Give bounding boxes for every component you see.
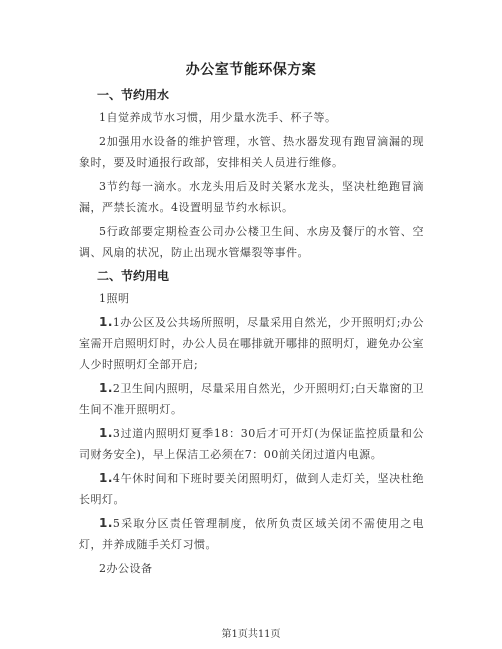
lighting-item-5: [79, 513, 424, 555]
page-footer: 第1页共11页: [221, 629, 281, 640]
item-number: 1.: [99, 381, 113, 395]
item-number: 1.: [99, 426, 113, 440]
water-paragraph-4: 5行政部要定期检查公司办公楼卫生间、水房及餐厅的水管、空调、风扇的状况，防止出现水管爆裂等事件。: [79, 225, 424, 259]
item-text: 4午休时间和下班时要关闭照明灯，做到人走灯关，坚决杜绝长明灯。: [79, 472, 424, 506]
section-heading-water: 一、节约用水: [97, 88, 170, 102]
water-paragraph-1: 1自觉养成节水习惯，用少量水洗手、杯子等。: [99, 111, 337, 124]
water-paragraph-2: 2加强用水设备的维护管理，水管、热水器发现有跑冒滴漏的现象时，要及时通报行政部，安排相关人员进行维修。: [79, 135, 424, 169]
item-number: 1.: [99, 315, 113, 329]
document-body: [79, 85, 424, 582]
lighting-item-4: [79, 468, 424, 510]
lighting-item-3: [79, 423, 424, 465]
item-number: 1.: [99, 471, 113, 485]
water-paragraph-3: 3节约每一滴水。水龙头用后及时关紧水龙头，坚决杜绝跑冒滴漏，严禁长流水。4设置明显节约水标识。: [79, 180, 424, 214]
document-title: 办公室节能环保方案: [185, 62, 317, 78]
item-text: 3过道内照明灯夏季18：30后才可开灯(为保证监控质量和公司财务安全)，早上保洁工必须在7：00前关闭过道内电源。: [79, 427, 424, 461]
item-text: 1办公区及公共场所照明，尽量采用自然光，少开照明灯;办公室需开启照明灯时，办公人员在哪排就开哪排的照明灯，避免办公室人少时照明灯全部开启;: [79, 316, 424, 371]
section-heading-electricity: 二、节约用电: [97, 269, 170, 283]
office-equipment-subheading: 2办公设备: [99, 562, 153, 575]
lighting-item-1: [79, 312, 424, 375]
lighting-subheading: 1照明: [99, 292, 130, 305]
lighting-item-2: [79, 378, 424, 420]
item-number: 1.: [99, 516, 113, 530]
item-text: 2卫生间内照明，尽量采用自然光，少开照明灯;白天靠窗的卫生间不准开照明灯。: [79, 382, 424, 416]
item-text: 5采取分区责任管理制度，依所负责区域关闭不需使用之电灯，并养成随手关灯习惯。: [79, 517, 424, 551]
